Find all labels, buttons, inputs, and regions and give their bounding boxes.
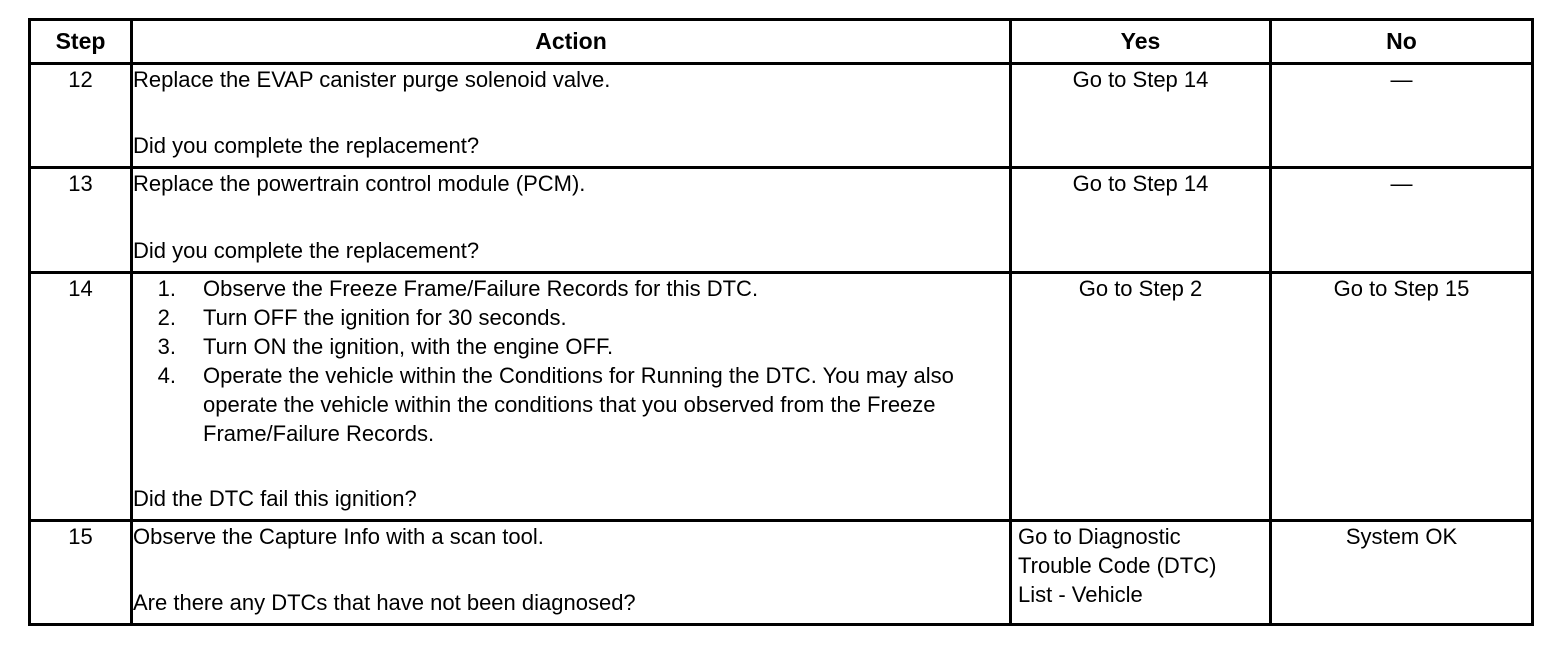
list-item-text: Turn OFF the ignition for 30 seconds. — [203, 305, 567, 330]
no-result: — — [1271, 168, 1533, 273]
list-item-number: 3. — [157, 334, 176, 359]
yes-result: Go to Step 2 — [1011, 273, 1271, 521]
step-number: 14 — [30, 273, 132, 521]
list-item-number: 2. — [157, 305, 176, 330]
list-item-number: 4. — [157, 363, 176, 388]
action-question: Did you complete the replacement? — [133, 238, 480, 263]
step-number: 12 — [30, 64, 132, 168]
yes-result: Go to Step 14 — [1011, 168, 1271, 273]
list-item — [133, 274, 1009, 303]
header-yes: Yes — [1011, 20, 1271, 64]
table-row — [30, 64, 1533, 168]
action-cell — [132, 521, 1011, 625]
procedure-list — [133, 274, 1009, 448]
diagnostic-table — [28, 18, 1534, 626]
action-instruction: Observe the Capture Info with a scan tool. — [133, 524, 544, 549]
list-item — [133, 332, 1009, 361]
step-number: 15 — [30, 521, 132, 625]
action-cell — [132, 64, 1011, 168]
header-step: Step — [30, 20, 132, 64]
header-no: No — [1271, 20, 1533, 64]
table-row — [30, 521, 1533, 625]
action-cell — [132, 168, 1011, 273]
action-cell — [132, 273, 1011, 521]
no-result: Go to Step 15 — [1271, 273, 1533, 521]
header-action: Action — [132, 20, 1011, 64]
action-instruction: Replace the EVAP canister purge solenoid valve. — [133, 67, 611, 92]
action-question: Did you complete the replacement? — [133, 133, 480, 158]
list-item — [133, 361, 1009, 448]
list-item-text: Observe the Freeze Frame/Failure Records for this DTC. — [203, 276, 759, 301]
list-item-text: Operate the vehicle within the Conditions for Running the DTC. You may also operate the vehicle within the conditions that you observed from the Freeze Frame/Failure Records. — [203, 363, 954, 446]
yes-result — [1011, 521, 1271, 625]
step-number: 13 — [30, 168, 132, 273]
list-item — [133, 303, 1009, 332]
no-result: System OK — [1271, 521, 1533, 625]
table-row — [30, 273, 1533, 521]
list-item-number: 1. — [157, 276, 176, 301]
action-instruction: Replace the powertrain control module (PCM). — [133, 171, 586, 196]
yes-line: Trouble Code (DTC) — [1018, 553, 1217, 578]
yes-line: Go to Diagnostic — [1018, 524, 1181, 549]
table-row — [30, 168, 1533, 273]
header-row — [30, 20, 1533, 64]
no-result: — — [1271, 64, 1533, 168]
list-item-text: Turn ON the ignition, with the engine OFF. — [203, 334, 614, 359]
yes-result: Go to Step 14 — [1011, 64, 1271, 168]
yes-line: List - Vehicle — [1018, 582, 1143, 607]
action-question: Did the DTC fail this ignition? — [133, 486, 417, 511]
action-question: Are there any DTCs that have not been diagnosed? — [133, 590, 636, 615]
